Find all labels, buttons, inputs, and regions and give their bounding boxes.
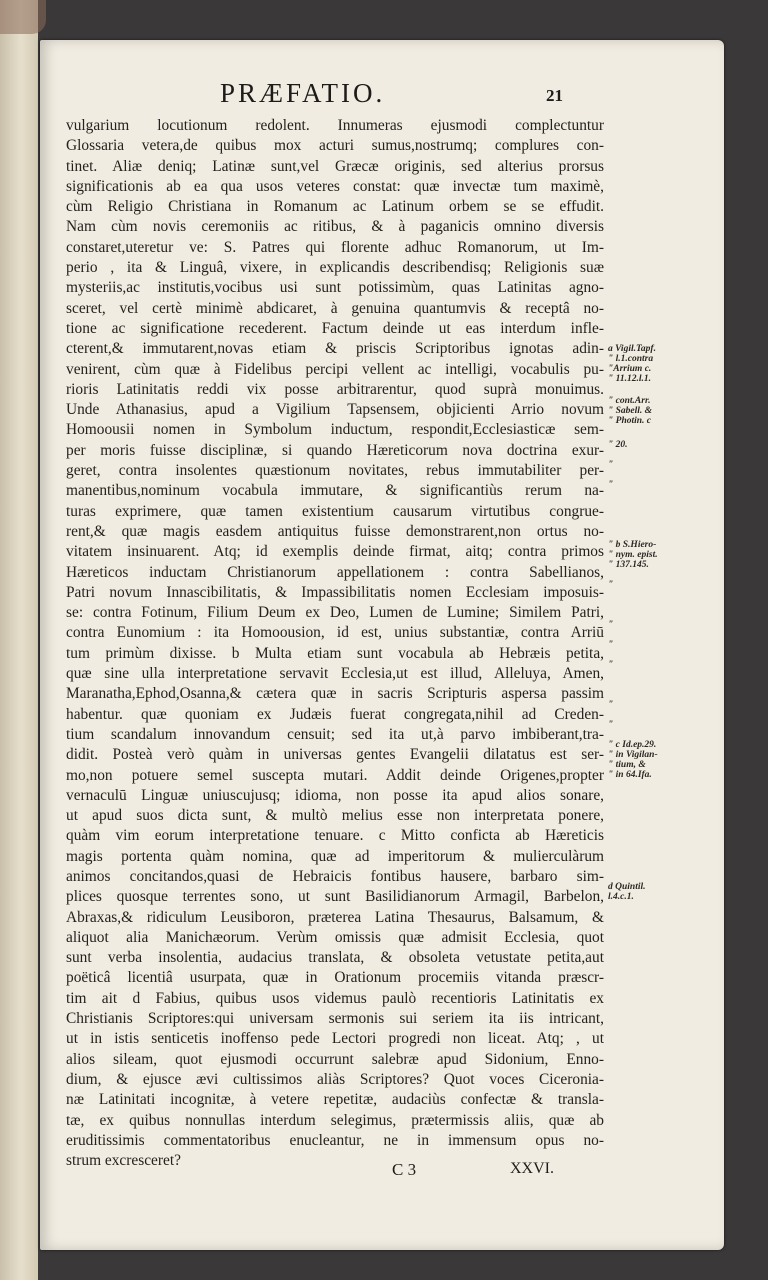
text-line: se: contra Fotinum, Filium Deum ex Deo, Lumen de Lumine; Similem Patri, <box>66 604 604 622</box>
text-line: poëticâ licentiâ usurpata, quæ in Orationum procemiis vitanda præscr- <box>66 969 604 987</box>
page-header <box>40 78 724 114</box>
text-line: Abraxas,& ridiculum Leusiboron, præterea Latina Thesaurus, Balsamum, & <box>66 908 604 926</box>
text-line: Patri novum Innascibilitatis, & Impassibilitatis nomen Ecclesiam imposuis- <box>66 583 604 601</box>
margin-note: " l.1.contra <box>608 354 654 364</box>
text-line: mysteriis,ac institutis,vocibus usi sunt potissimùm, quas Latinitas agno- <box>66 279 604 297</box>
text-line: geret, contra insolentes quæstionum novitates, rebus immutabiliter per- <box>66 462 604 480</box>
text-line: plices quosque terrentes sono, ut sunt Basilidianorum Armagil, Barbelon, <box>66 888 604 906</box>
text-line: Glossaria vetera,de quibus mox acturi sumus,nostrumq; complures con- <box>66 137 604 155</box>
text-line: sunt verba insolentia, audacius translata, & obsoleta vetustate petita,aut <box>66 949 604 967</box>
text-line: vitatem insinuarent. Atq; id exemplis deinde firmat, aitq; contra primos <box>66 543 604 561</box>
page-footer <box>40 1160 724 1184</box>
margin-note: "Arrium c. <box>608 364 652 374</box>
margin-note: " <box>608 720 614 730</box>
text-line: cùm Religio Christiana in Romanum ac Latinum orbem se se effudit. <box>66 198 604 216</box>
text-line: tæ, ex quibus nonnullas interdum selegimus, prætermissis aliis, quæ ab <box>66 1111 604 1129</box>
margin-note: " b S.Hiero- <box>608 540 657 550</box>
text-line: quàm vim eorum interpretatione tenuare. c Mitto conficta ab Hæreticis <box>66 827 604 845</box>
catchword: XXVI. <box>510 1159 554 1177</box>
book-page <box>40 40 724 1250</box>
text-line: næ Latinitati incognitæ, à vetere repetitæ, audaciùs confectæ & transla- <box>66 1091 604 1109</box>
text-line: sceret, vel certè minimè abdicaret, à genuina quantumvis & receptâ no- <box>66 299 604 317</box>
text-line: eruditissimis commentatoribus enucleantur, ne in immensum opus no- <box>66 1131 604 1149</box>
text-line: didit. Posteà verò quàm in universas gentes Evangelii dilatatus est ser- <box>66 746 604 764</box>
text-line: Nam cùm novis ceremoniis ac ritibus, & à paganicis omnino diversis <box>66 218 604 236</box>
text-line: vulgarium locutionum redolent. Innumeras ejusmodi complectuntur <box>66 117 604 134</box>
margin-note: " 20. <box>608 440 628 450</box>
text-line: strum excresceret? <box>66 1152 181 1170</box>
margin-note: " 137.145. <box>608 560 649 570</box>
text-line: turas exprimere, quæ tamen existentium causarum virtutibus congrue- <box>66 502 604 520</box>
text-line: rent,& quæ magis easdem antiquitus fuisse demonstrarent,non ortus no- <box>66 522 604 540</box>
text-line: tione ac significatione recederent. Factum deinde ut eas interdum infle- <box>66 319 604 337</box>
text-line: ut apud suos dicta sunt, & multò melius esse non interpretata ponere, <box>66 807 604 825</box>
margin-note: a Vigil.Tapf. <box>608 344 656 354</box>
text-line: Unde Athanasius, apud a Vigilium Tapsensem, objicienti Arrio novum <box>66 401 604 419</box>
signature-mark: C 3 <box>392 1159 417 1179</box>
text-line: constaret,uteretur ve: S. Patres qui florente adhuc Romanorum, ut Im- <box>66 238 604 256</box>
text-line: tim ait d Fabius, quibus usos videmus paulò recentioris Latinitatis ex <box>66 989 604 1007</box>
margin-note: " Photin. c <box>608 416 652 426</box>
margin-note: " c Id.ep.29. <box>608 740 657 750</box>
text-line: magis portenta quàm nomina, quæ ad imperitorum & mulierculàrum <box>66 847 604 865</box>
margin-note: " in Vigilan- <box>608 750 658 760</box>
margin-note: " cont.Arr. <box>608 396 651 406</box>
margin-note: " <box>608 700 614 710</box>
text-line: habentur. quæ quoniam ex Judæis fuerat congregata,nihil ad Creden- <box>66 705 604 723</box>
text-line: alios sileam, quot ejusmodi occurrunt salebræ apud Sidonium, Enno- <box>66 1050 604 1068</box>
text-line: vernaculū Linguæ uniuscujusq; idioma, non posse ita apud alios sonare, <box>66 786 604 804</box>
margin-note: " <box>608 460 614 470</box>
text-line: Christianis Scriptores:qui universam sermonis sui seriem ita iis intricant, <box>66 1010 604 1028</box>
text-line: perio , ita & Linguâ, vixere, in explicandis describendisq; Religionis suæ <box>66 259 604 277</box>
text-line: mo,non potuere semel suscepta mutari. Addit deinde Origenes,propter <box>66 766 604 784</box>
text-line: Maranatha,Ephod,Osanna,& cætera quæ in sacris Scripturis aspersa passim <box>66 685 604 703</box>
text-line: per moris fuisse disciplinæ, si quando Hæreticorum nova doctrina exur- <box>66 441 604 459</box>
body-text <box>66 116 604 1171</box>
margin-note: " 11.12.l.1. <box>608 374 652 384</box>
text-line: tum primùm dixisse. b Multa etiam sunt vocabula ab Hebræis petita, <box>66 644 604 662</box>
text-line: dium, & ejusce ævi cultissimos aliàs Scriptores? Quot voces Ciceronia- <box>66 1070 604 1088</box>
running-head: PRÆFATIO. <box>220 78 386 108</box>
margin-note: " in 64.Ifa. <box>608 770 652 780</box>
page-number: 21 <box>546 86 563 105</box>
text-line: contra Eunomium : ita Homoousion, id est, unius substantiæ, contra Arriū <box>66 624 604 642</box>
text-line: animos concitandos,quasi de Hebraicis fontibus hausere, barbaro sim- <box>66 867 604 885</box>
text-line: ut in istis senticetis inoffenso pede Lectori progredi non liceat. Atq; , ut <box>66 1030 604 1048</box>
text-line: Hæreticos inductam Christianorum appellationem : contra Sabellianos, <box>66 563 604 581</box>
margin-note: " tium, & <box>608 760 646 770</box>
text-line: significationis ab ea qua usos veteres constat: quæ invectæ tum maximè, <box>66 177 604 195</box>
margin-note: " <box>608 640 614 650</box>
text-line: tium scandalum innovandum censuit; sed ita ut,à parvo imbiberant,tra- <box>66 725 604 743</box>
margin-note: " <box>608 660 614 670</box>
text-line: manentibus,nominum vocabula immutare, & significantiùs rerum na- <box>66 482 604 500</box>
text-line: quæ sine ulla interpretatione servavit Ecclesia,ut est illud, Alleluya, Amen, <box>66 665 604 683</box>
margin-note: " <box>608 620 614 630</box>
text-line: cterent,& immutarent,novas etiam & priscis Scriptoribus ignotas adin- <box>66 340 604 358</box>
margin-note: d Quintil. <box>608 882 646 892</box>
text-line: tinet. Aliæ deniq; Latinæ sunt,vel Græcæ originis, sed alterius prorsus <box>66 157 604 175</box>
margin-note: " nym. epist. <box>608 550 658 560</box>
margin-note: l.4.c.1. <box>608 892 634 902</box>
margin-note: " <box>608 580 614 590</box>
left-page-edge <box>0 0 38 1280</box>
text-line: rioris Latinitatis reddi vix posse arbitrarentur, quod suprà monuimus. <box>66 380 604 398</box>
text-line: aliquot alia Manichæorum. Verùm omissis quæ admisit Ecclesia, quot <box>66 928 604 946</box>
margin-note: " <box>608 480 614 490</box>
text-line: venirent, cùm quæ à Fidelibus percipi vellent ac intelligi, vocabulis pu- <box>66 360 604 378</box>
text-line: Homoousii nomen in Symbolum inductum, respondit,Ecclesiasticæ sem- <box>66 421 604 439</box>
margin-note: " Sabell. & <box>608 406 653 416</box>
